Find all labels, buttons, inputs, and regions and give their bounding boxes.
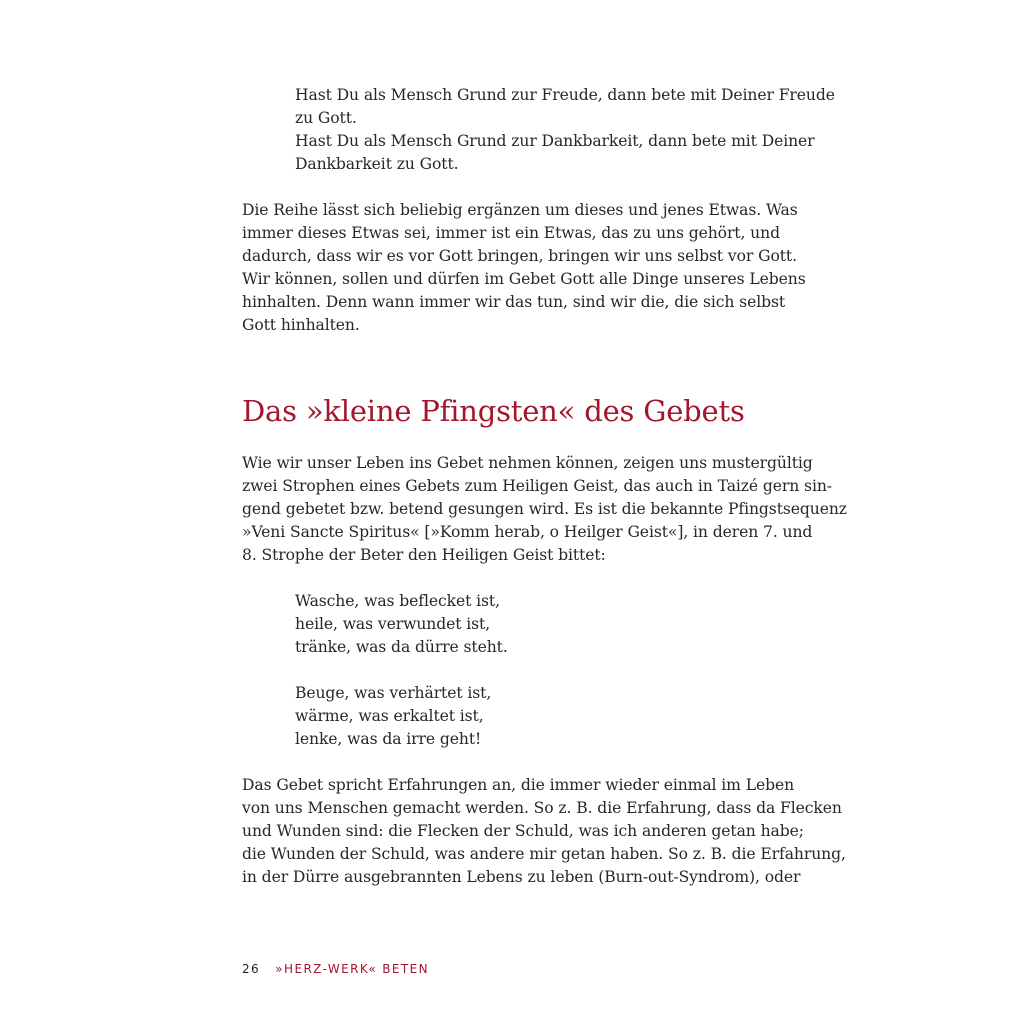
page-footer xyxy=(242,961,429,977)
body-line: und Wunden sind: die Flecken der Schuld, was ich anderen getan habe; xyxy=(242,822,804,840)
verse-line: tränke, was da dürre steht. xyxy=(295,638,508,656)
verse-line: heile, was verwundet ist, xyxy=(295,615,491,633)
body-line: die Wunden der Schuld, was andere mir getan haben. So z. B. die Erfahrung, xyxy=(242,845,846,863)
body-line: von uns Menschen gemacht werden. So z. B. die Erfahrung, dass da Flecken xyxy=(242,799,842,817)
verse-line: wärme, was erkaltet ist, xyxy=(295,707,484,725)
quote-line: Hast Du als Mensch Grund zur Dankbarkeit, dann bete mit Deiner xyxy=(295,132,815,150)
body-line: 8. Strophe der Beter den Heiligen Geist bittet: xyxy=(242,546,606,564)
page-number: 26 xyxy=(242,962,261,976)
body-line: Die Reihe lässt sich beliebig ergänzen um dieses und jenes Etwas. Was xyxy=(242,201,798,219)
body-line: dadurch, dass wir es vor Gott bringen, bringen wir uns selbst vor Gott. xyxy=(242,247,797,265)
running-title: »HERZ-WERK« BETEN xyxy=(275,962,429,976)
quote-line: Hast Du als Mensch Grund zur Freude, dann bete mit Deiner Freude xyxy=(295,86,835,104)
body-line: zwei Strophen eines Gebets zum Heiligen Geist, das auch in Taizé gern sin- xyxy=(242,477,832,495)
body-line: Das Gebet spricht Erfahrungen an, die immer wieder einmal im Leben xyxy=(242,776,795,794)
body-line: gend gebetet bzw. betend gesungen wird. Es ist die bekannte Pfingstsequenz xyxy=(242,500,847,518)
quote-line: zu Gott. xyxy=(295,109,357,127)
body-line: hinhalten. Denn wann immer wir das tun, sind wir die, die sich selbst xyxy=(242,293,786,311)
verse-line: Wasche, was beflecket ist, xyxy=(295,592,500,610)
body-line: Wir können, sollen und dürfen im Gebet Gott alle Dinge unseres Lebens xyxy=(242,270,806,288)
body-line: Gott hinhalten. xyxy=(242,316,360,334)
quote-line: Dankbarkeit zu Gott. xyxy=(295,155,459,173)
body-line: immer dieses Etwas sei, immer ist ein Etwas, das zu uns gehört, und xyxy=(242,224,780,242)
body-line: Wie wir unser Leben ins Gebet nehmen können, zeigen uns mustergültig xyxy=(242,454,813,472)
section-heading: Das »kleine Pfingsten« des Gebets xyxy=(242,394,745,428)
verse-line: Beuge, was verhärtet ist, xyxy=(295,684,492,702)
verse-line: lenke, was da irre geht! xyxy=(295,730,482,748)
body-line: »Veni Sancte Spiritus« [»Komm herab, o Heilger Geist«], in deren 7. und xyxy=(242,523,813,541)
body-line: in der Dürre ausgebrannten Lebens zu leben (Burn-out-Syndrom), oder xyxy=(242,868,801,886)
